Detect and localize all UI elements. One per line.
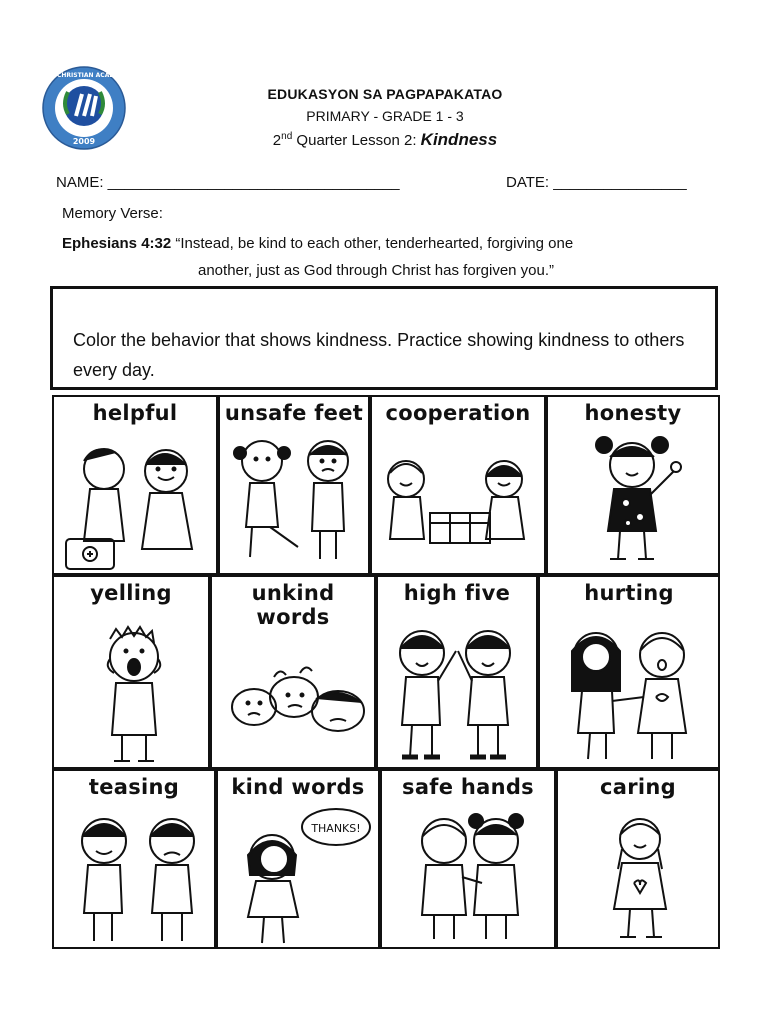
card-label: hurting	[584, 581, 674, 605]
upset-faces-icon	[212, 611, 376, 769]
card-cooperation[interactable]	[370, 395, 546, 575]
girls-hugging-icon	[382, 805, 556, 949]
child-kicking-icon	[220, 431, 370, 575]
card-kind-words[interactable]	[216, 769, 380, 949]
card-teasing[interactable]	[52, 769, 216, 949]
card-unsafe-feet[interactable]	[218, 395, 370, 575]
instruction-text: Color the behavior that shows kindness. Practice showing kindness to others every day.	[73, 330, 685, 380]
card-safe-hands[interactable]	[380, 769, 556, 949]
card-label: honesty	[584, 401, 682, 425]
quarter-text: Quarter Lesson 2:	[292, 132, 421, 149]
card-label: kind words	[231, 775, 365, 799]
quarter-suffix: nd	[281, 131, 293, 142]
name-date-row	[56, 174, 726, 191]
card-label: unsafe feet	[224, 401, 364, 425]
card-label: cooperation	[385, 401, 531, 425]
card-honesty[interactable]	[546, 395, 720, 575]
girl-pushing-icon	[540, 611, 720, 769]
quarter-number: 2	[272, 132, 282, 149]
card-caring[interactable]	[556, 769, 720, 949]
logo-year: 2009	[72, 137, 96, 146]
card-label: helpful	[92, 401, 178, 425]
instruction-box	[50, 286, 718, 390]
girl-hand-on-heart-icon	[548, 431, 720, 575]
children-building-blocks-icon	[372, 431, 546, 575]
verse-line-1: “Instead, be kind to each other, tenderhearted, forgiving one	[171, 235, 574, 252]
boy-yelling-icon	[54, 611, 210, 769]
card-unkind-words[interactable]	[210, 575, 376, 769]
speech-bubble-text: THANKS!	[311, 822, 361, 835]
lesson-title: Kindness	[420, 130, 498, 149]
verse-reference: Ephesians 4:32	[62, 235, 172, 252]
card-label: high five	[403, 581, 511, 605]
boys-high-five-icon	[378, 611, 538, 769]
card-label: safe hands	[402, 775, 534, 799]
memory-verse-label: Memory Verse:	[62, 205, 163, 222]
card-yelling[interactable]	[52, 575, 210, 769]
memory-verse	[62, 230, 712, 284]
card-helpful[interactable]	[52, 395, 218, 575]
girl-saying-thanks-icon	[218, 805, 380, 949]
boys-teasing-icon	[54, 805, 216, 949]
card-label: caring	[600, 775, 676, 799]
card-high-five[interactable]	[376, 575, 538, 769]
card-label: unkind words	[251, 581, 335, 629]
name-field[interactable]: NAME: ___________________________________	[56, 174, 400, 191]
card-hurting[interactable]	[538, 575, 720, 769]
lesson-line	[160, 130, 610, 150]
worksheet-header	[160, 86, 610, 150]
school-logo	[38, 66, 130, 150]
verse-line-2: another, just as God through Christ has forgiven you.”	[198, 262, 555, 279]
girl-heart-hands-icon	[558, 805, 720, 949]
date-field[interactable]: DATE: ________________	[506, 174, 687, 191]
grade-level: PRIMARY - GRADE 1 - 3	[306, 108, 464, 124]
card-label: yelling	[90, 581, 172, 605]
two-children-first-aid-icon	[54, 431, 218, 575]
logo-arc-text: ICBC CHRISTIAN ACADEMY	[39, 72, 129, 79]
card-label: teasing	[88, 775, 180, 799]
subject-title: EDUKASYON SA PAGPAPAKATAO	[267, 86, 503, 102]
